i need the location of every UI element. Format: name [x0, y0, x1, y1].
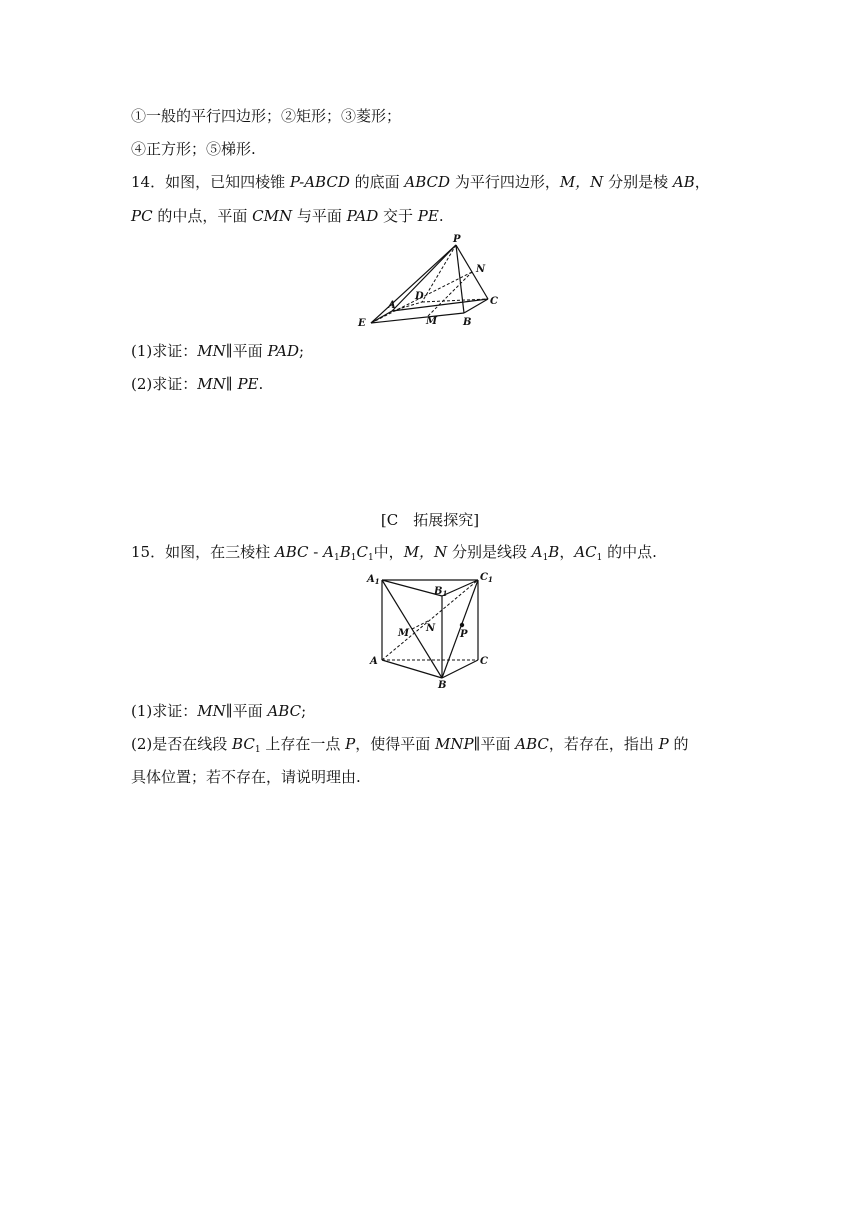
- q14-text: 与平面: [292, 207, 347, 225]
- label-B: B: [438, 680, 447, 691]
- q15-part2-math: MNP: [434, 735, 474, 753]
- label-D: D: [415, 291, 424, 302]
- q15-part2-text: ，使得平面: [355, 735, 435, 753]
- point-P: [460, 623, 464, 627]
- q15-text: 的中点.: [602, 543, 657, 561]
- edge-AC-solid: [392, 299, 488, 311]
- q15-stem: [131, 542, 657, 562]
- q15-part2-math: BC: [232, 735, 255, 753]
- q15-part1-text: (1)求证：: [131, 702, 198, 720]
- q15-subscript: 1: [367, 553, 374, 563]
- edge-PA: [392, 245, 456, 311]
- label-M: M: [398, 628, 410, 639]
- q15-part2-text: 上存在一点: [260, 735, 346, 753]
- section-c-heading: [C 拓展探究]: [380, 511, 480, 529]
- label-P: P: [460, 629, 468, 640]
- q13-options-line2: [131, 139, 256, 159]
- q14-text: 如图，已知四棱锥: [165, 173, 290, 191]
- q15-part1: [131, 701, 306, 721]
- q15-subscript: 1: [333, 553, 340, 563]
- q14-part1-text: (1)求证：: [131, 342, 198, 360]
- q14-part1-text: ;: [299, 342, 305, 360]
- label-A: A: [370, 656, 378, 667]
- q15-math: ABC: [274, 543, 309, 561]
- q15-math: AC: [574, 543, 597, 561]
- q14-text: 的中点，平面: [152, 207, 253, 225]
- q14-stem-line1: [131, 172, 710, 192]
- q14-part1-text: ∥平面: [225, 342, 268, 360]
- q15-part1-math: ABC: [267, 702, 302, 720]
- q14-part1-math: MN: [197, 342, 226, 360]
- q14-part1-math: PAD: [267, 342, 300, 360]
- label-A: A: [388, 300, 396, 311]
- q15-part2-line1: [131, 734, 689, 754]
- q15-math: A: [531, 543, 543, 561]
- q14-part1: [131, 341, 304, 361]
- q15-text: -: [308, 543, 324, 561]
- label-N: N: [426, 623, 436, 634]
- q14-part2-text: .: [258, 375, 264, 393]
- q15-part2-text: 具体位置；若不存在，请说明理由.: [131, 768, 361, 786]
- q14-math: P-ABCD: [289, 173, 350, 191]
- q15-prism-figure: [362, 568, 502, 692]
- q15-text: ，: [559, 543, 575, 561]
- q14-part2: [131, 374, 263, 394]
- label-B1: $B_1$: [434, 586, 448, 598]
- q13-options-line1: [131, 106, 401, 126]
- q14-text: 交于: [378, 207, 418, 225]
- q13-options-text-1: ①一般的平行四边形；②矩形；③菱形；: [131, 107, 402, 125]
- q15-part2-text: ，若存在，指出: [548, 735, 659, 753]
- q14-math: CMN: [252, 207, 293, 225]
- q15-part1-math: MN: [197, 702, 226, 720]
- q14-math: PE: [417, 207, 439, 225]
- q15-math: B: [339, 543, 351, 561]
- label-B: B: [463, 317, 472, 328]
- q14-math: M，N: [559, 173, 604, 191]
- q15-text: 如图，在三棱柱: [165, 543, 275, 561]
- label-E: E: [358, 318, 366, 329]
- label-P: P: [453, 234, 461, 245]
- q15-math: B: [548, 543, 560, 561]
- q14-text: 分别是棱: [603, 173, 673, 191]
- q15-text: 中，: [373, 543, 404, 561]
- q14-text: .: [438, 207, 444, 225]
- q15-part2-line2: [131, 767, 361, 787]
- q14-part2-math: PE: [237, 375, 259, 393]
- q15-text: 分别是线段: [447, 543, 532, 561]
- q14-math: AB: [672, 173, 695, 191]
- label-C: C: [480, 656, 488, 667]
- label-M: M: [426, 316, 438, 327]
- label-C: C: [490, 296, 498, 307]
- edge-MN-dashed: [428, 272, 472, 316]
- q14-pyramid-figure: [352, 232, 512, 332]
- q15-part2-math: P: [345, 735, 356, 753]
- q15-math: M，N: [403, 543, 448, 561]
- q15-subscript: 1: [254, 745, 261, 755]
- q15-part2-math: ABC: [515, 735, 549, 753]
- q15-part1-text: ;: [301, 702, 307, 720]
- q14-text: 为平行四边形，: [450, 173, 560, 191]
- q14-part2-math: MN: [197, 375, 226, 393]
- q13-options-text-2: ④正方形；⑤梯形.: [131, 140, 256, 158]
- q14-part2-text: ∥: [225, 375, 238, 393]
- q15-subscript: 1: [596, 553, 603, 563]
- q15-math: C: [356, 543, 368, 561]
- label-C1: $C_1$: [480, 572, 493, 584]
- q15-part2-text: 的: [668, 735, 689, 753]
- label-N: N: [476, 264, 486, 275]
- label-A1: $A_1$: [367, 574, 380, 586]
- q14-math: ABCD: [404, 173, 451, 191]
- q14-text: ，: [694, 173, 710, 191]
- q14-math: PAD: [346, 207, 379, 225]
- q15-part1-text: ∥平面: [225, 702, 268, 720]
- edge-PE: [371, 245, 456, 323]
- q14-text: 的底面: [349, 173, 405, 191]
- q15-number: 15．: [131, 543, 166, 561]
- q14-part2-text: (2)求证：: [131, 375, 198, 393]
- q15-math: A: [323, 543, 334, 561]
- q15-part2-text: ∥平面: [473, 735, 516, 753]
- q14-number: 14．: [131, 173, 166, 191]
- q15-subscript: 1: [350, 553, 357, 563]
- q14-math: PC: [131, 207, 153, 225]
- q15-part2-text: (2)是否在线段: [131, 735, 233, 753]
- q15-subscript: 1: [542, 553, 549, 563]
- q14-stem-line2: [131, 206, 444, 226]
- q15-part2-math: P: [658, 735, 669, 753]
